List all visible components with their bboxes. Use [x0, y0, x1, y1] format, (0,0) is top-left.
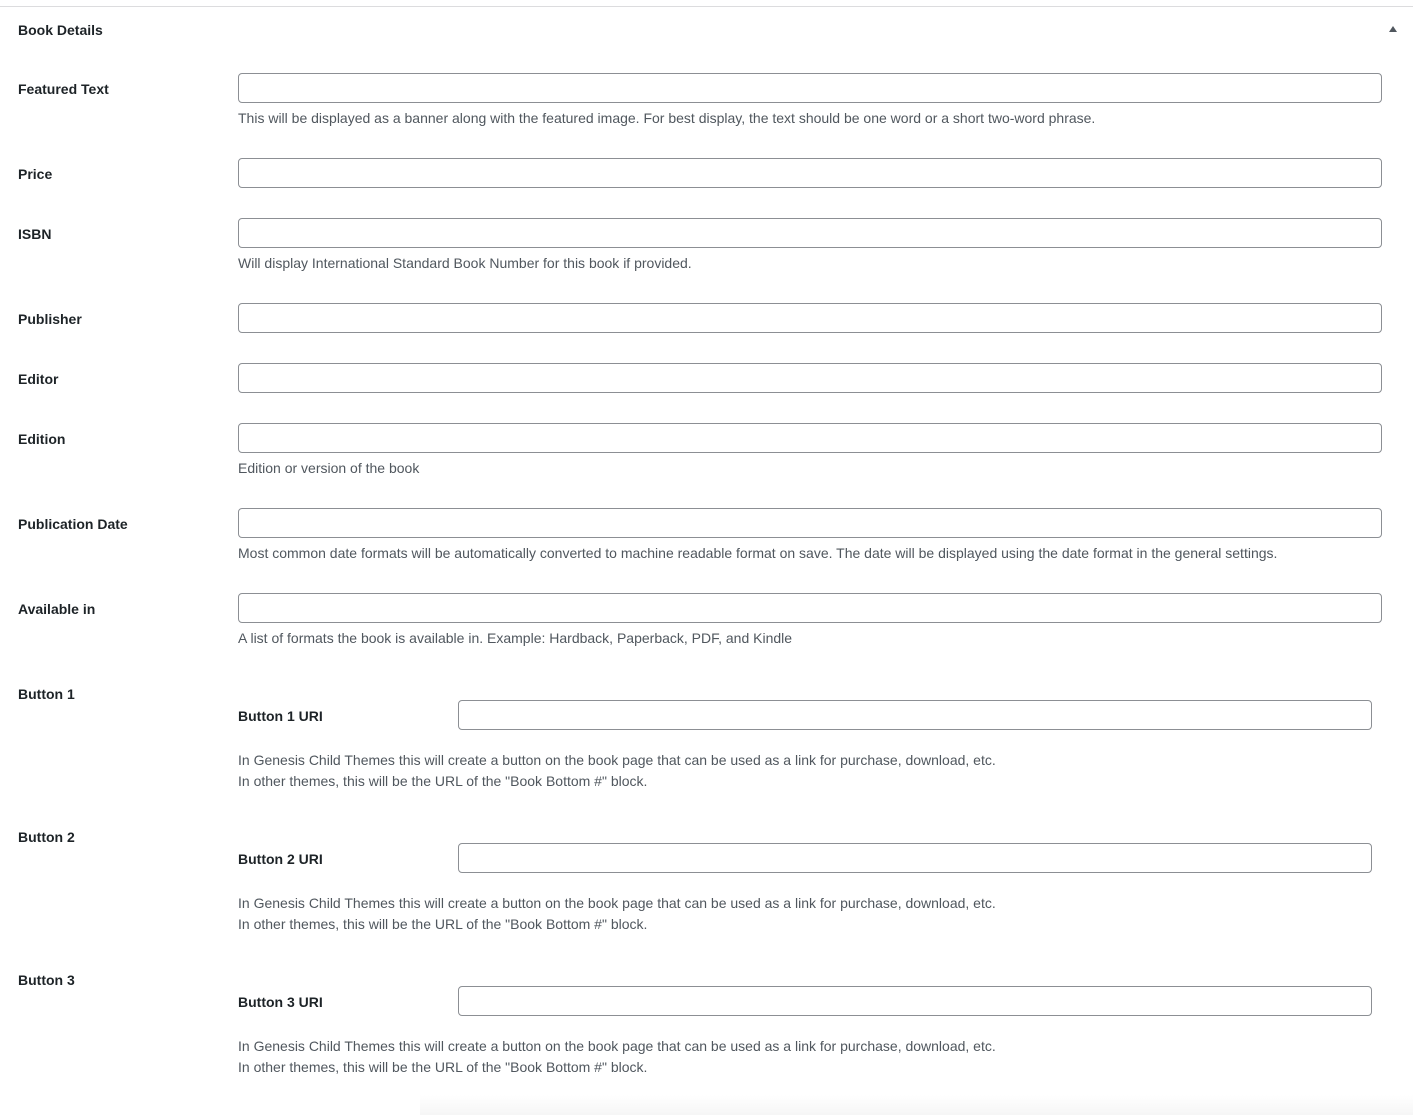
top-divider — [0, 6, 1413, 7]
available-in-label: Available in — [18, 601, 96, 617]
button-2-uri-input[interactable] — [458, 843, 1372, 873]
button-1-description-line2: In other themes, this will be the URL of the "Book Bottom #" block. — [238, 773, 648, 789]
button-1-uri-input[interactable] — [458, 700, 1372, 730]
isbn-description: Will display International Standard Book Number for this book if provided. — [238, 255, 692, 271]
button-3-description-line1: In Genesis Child Themes this will create a button on the book page that can be used as a link for purchase, download, etc. — [238, 1038, 996, 1054]
editor-label: Editor — [18, 371, 59, 387]
arrow-up-icon[interactable] — [1389, 26, 1397, 32]
button-1-label: Button 1 — [18, 686, 75, 702]
available-in-description: A list of formats the book is available in. Example: Hardback, Paperback, PDF, and Kindle — [238, 630, 793, 646]
book-details-title: Book Details — [18, 22, 103, 38]
available-in-input[interactable] — [238, 593, 1382, 623]
button-3-description-line2: In other themes, this will be the URL of the "Book Bottom #" block. — [238, 1059, 648, 1075]
publication-date-description: Most common date formats will be automatically converted to machine readable format on save. The date will be displayed using the date format in the general settings. — [238, 545, 1278, 561]
edition-label: Edition — [18, 431, 66, 447]
button-2-uri-label: Button 2 URI — [238, 851, 323, 867]
featured-text-label: Featured Text — [18, 81, 109, 97]
button-2-label: Button 2 — [18, 829, 75, 845]
price-label: Price — [18, 166, 53, 182]
button-2-description-line2: In other themes, this will be the URL of the "Book Bottom #" block. — [238, 916, 648, 932]
publisher-label: Publisher — [18, 311, 82, 327]
button-3-uri-label: Button 3 URI — [238, 994, 323, 1010]
button-3-uri-input[interactable] — [458, 986, 1372, 1016]
bottom-shadow — [420, 1095, 1413, 1115]
button-3-label: Button 3 — [18, 972, 75, 988]
button-1-uri-label: Button 1 URI — [238, 708, 323, 724]
book-details-header[interactable] — [18, 20, 1403, 40]
edition-description: Edition or version of the book — [238, 460, 420, 476]
publication-date-input[interactable] — [238, 508, 1382, 538]
publication-date-label: Publication Date — [18, 516, 128, 532]
featured-text-input[interactable] — [238, 73, 1382, 103]
publisher-input[interactable] — [238, 303, 1382, 333]
isbn-input[interactable] — [238, 218, 1382, 248]
editor-input[interactable] — [238, 363, 1382, 393]
featured-text-description: This will be displayed as a banner along with the featured image. For best display, the text should be one word or a short two-word phrase. — [238, 110, 1096, 126]
price-input[interactable] — [238, 158, 1382, 188]
edition-input[interactable] — [238, 423, 1382, 453]
button-2-description-line1: In Genesis Child Themes this will create a button on the book page that can be used as a link for purchase, download, etc. — [238, 895, 996, 911]
button-1-description-line1: In Genesis Child Themes this will create a button on the book page that can be used as a link for purchase, download, etc. — [238, 752, 996, 768]
isbn-label: ISBN — [18, 226, 52, 242]
